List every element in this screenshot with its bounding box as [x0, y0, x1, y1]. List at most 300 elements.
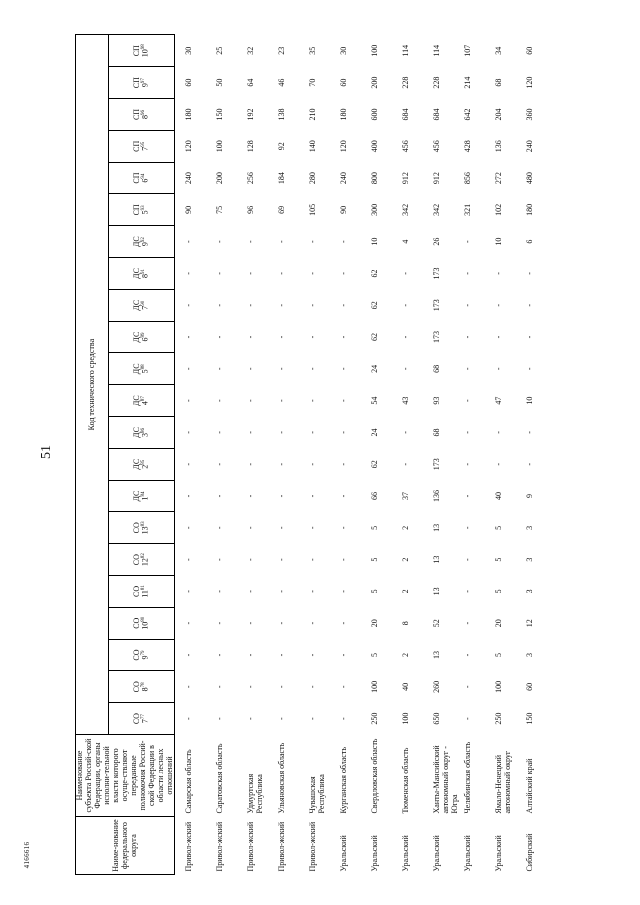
- value-cell: -: [277, 558, 287, 561]
- value-cell: 96: [246, 205, 256, 214]
- value-cell: -: [339, 240, 349, 243]
- value-cell: 62: [370, 333, 380, 342]
- code-number: 8: [141, 114, 151, 119]
- code-header-16: [109, 226, 175, 258]
- value-cell: -: [494, 335, 504, 339]
- value-cell: 47: [494, 396, 504, 405]
- value-cell: 4: [401, 239, 411, 244]
- district-cell: Привол-жский: [184, 821, 194, 872]
- value-cell: -: [246, 685, 256, 689]
- value-cell: 34: [494, 46, 504, 55]
- district-cell: Сибирский: [525, 833, 535, 872]
- subject-cell: Челябинская область: [463, 741, 473, 814]
- value-cell: 180: [339, 108, 349, 121]
- value-cell: 642: [463, 108, 473, 121]
- code-superscript: 91: [141, 268, 147, 274]
- value-cell: 456: [401, 140, 411, 153]
- value-cell: -: [339, 558, 349, 561]
- value-cell: -: [246, 335, 256, 339]
- value-cell: -: [215, 526, 225, 530]
- value-cell: -: [463, 558, 473, 561]
- table-row: [305, 35, 336, 875]
- value-cell: 684: [401, 108, 411, 121]
- value-cell: -: [339, 590, 349, 593]
- value-cell: -: [246, 240, 256, 243]
- code-prefix: СО: [131, 522, 141, 534]
- value-cell: 75: [215, 205, 225, 214]
- code-superscript: 86: [141, 427, 147, 433]
- value-cell: -: [184, 335, 194, 339]
- value-cell: 342: [401, 203, 411, 216]
- code-superscript: 81: [141, 585, 147, 591]
- code-prefix: ДС: [131, 299, 141, 311]
- value-cell: 228: [432, 76, 442, 89]
- value-cell: -: [246, 558, 256, 561]
- value-cell: 272: [494, 172, 504, 185]
- code-number: 1: [141, 496, 151, 501]
- district-cell: Уральский: [432, 835, 442, 872]
- value-cell: -: [494, 431, 504, 434]
- value-cell: -: [401, 367, 411, 371]
- value-cell: 214: [463, 76, 473, 89]
- code-header-5: [109, 576, 175, 608]
- code-prefix: ДС: [131, 236, 141, 248]
- value-cell: 60: [184, 78, 194, 87]
- value-cell: -: [401, 303, 411, 307]
- code-superscript: 84: [141, 491, 147, 497]
- value-cell: -: [463, 303, 473, 307]
- code-prefix: СП: [131, 108, 141, 121]
- table-row: [398, 35, 429, 875]
- code-superscript: 85: [141, 459, 147, 465]
- value-cell: 140: [308, 140, 318, 153]
- district-cell: Привол-жский: [215, 821, 225, 872]
- value-cell: 30: [184, 46, 194, 55]
- subject-cell: Саратовская область: [215, 743, 225, 814]
- value-cell: -: [525, 431, 535, 434]
- value-cell: 10: [370, 237, 380, 246]
- value-cell: -: [308, 621, 318, 625]
- value-cell: -: [246, 526, 256, 530]
- table-row: [243, 35, 274, 875]
- value-cell: -: [339, 431, 349, 434]
- value-cell: -: [215, 653, 225, 657]
- code-superscript: 77: [141, 714, 147, 720]
- value-cell: -: [308, 303, 318, 307]
- code-header-15: [109, 258, 175, 290]
- value-cell: -: [308, 685, 318, 689]
- value-cell: -: [277, 272, 287, 275]
- code-header-6: [109, 544, 175, 576]
- value-cell: -: [184, 653, 194, 657]
- value-cell: 136: [494, 140, 504, 153]
- subject-cell: Ямало-Ненецкий автономный округ: [494, 750, 513, 814]
- value-cell: -: [463, 272, 473, 275]
- code-prefix: ДС: [131, 395, 141, 407]
- value-cell: 6: [525, 239, 535, 244]
- code-header-2: [109, 671, 175, 703]
- code-number: 7: [141, 719, 151, 724]
- value-cell: -: [308, 272, 318, 275]
- value-cell: -: [339, 685, 349, 689]
- value-cell: -: [215, 367, 225, 371]
- code-number: 11: [141, 590, 151, 598]
- value-cell: -: [463, 431, 473, 434]
- value-cell: -: [308, 462, 318, 466]
- value-cell: 12: [525, 619, 535, 628]
- code-superscript: 96: [141, 109, 147, 115]
- district-cell: Уральский: [339, 835, 349, 872]
- code-prefix: ДС: [131, 268, 141, 279]
- value-cell: 600: [370, 108, 380, 121]
- subject-cell: Алтайский край: [525, 758, 535, 814]
- value-cell: 180: [184, 108, 194, 121]
- code-number: 3: [141, 432, 151, 437]
- value-cell: -: [215, 494, 225, 498]
- code-prefix: СО: [131, 554, 141, 566]
- value-cell: -: [463, 621, 473, 625]
- value-cell: 138: [277, 108, 287, 121]
- value-cell: -: [215, 590, 225, 593]
- value-cell: 23: [277, 46, 287, 55]
- value-cell: 68: [494, 78, 504, 87]
- value-cell: -: [277, 399, 287, 402]
- value-cell: 5: [370, 589, 380, 594]
- value-cell: -: [215, 240, 225, 243]
- value-cell: -: [308, 717, 318, 720]
- code-number: 10: [141, 621, 151, 630]
- value-cell: 5: [370, 557, 380, 562]
- value-cell: 100: [370, 680, 380, 693]
- value-cell: -: [308, 367, 318, 371]
- table-body: [175, 35, 554, 875]
- code-header-19: [109, 130, 175, 162]
- value-cell: 68: [432, 428, 442, 437]
- value-cell: 240: [184, 172, 194, 185]
- value-cell: -: [308, 399, 318, 402]
- value-cell: 120: [184, 140, 194, 153]
- code-number: 9: [141, 83, 151, 88]
- value-cell: -: [215, 399, 225, 402]
- value-cell: 107: [463, 44, 473, 57]
- code-prefix: СП: [131, 140, 141, 152]
- value-cell: -: [277, 367, 287, 371]
- value-cell: 173: [432, 331, 442, 344]
- code-number: 5: [141, 210, 151, 215]
- code-header-1: [109, 703, 175, 735]
- value-cell: 5: [370, 525, 380, 530]
- district-cell: Привол-жский: [246, 821, 256, 872]
- value-cell: 100: [401, 712, 411, 725]
- code-number: 9: [141, 242, 151, 247]
- district-cell: Привол-жский: [308, 821, 318, 872]
- value-cell: -: [525, 367, 535, 371]
- value-cell: -: [308, 558, 318, 561]
- code-number: 8: [141, 273, 151, 278]
- value-cell: 180: [525, 203, 535, 216]
- subject-cell: Удмуртская Республика: [246, 773, 265, 814]
- value-cell: -: [308, 494, 318, 498]
- value-cell: -: [215, 462, 225, 466]
- value-cell: -: [215, 431, 225, 434]
- value-cell: -: [308, 590, 318, 593]
- value-cell: 200: [370, 76, 380, 89]
- value-cell: 13: [432, 587, 442, 596]
- value-cell: 5: [494, 525, 504, 530]
- value-cell: 456: [432, 140, 442, 153]
- value-cell: 46: [277, 78, 287, 87]
- value-cell: 114: [401, 44, 411, 57]
- value-cell: -: [246, 462, 256, 466]
- value-cell: -: [215, 717, 225, 720]
- code-number: 9: [141, 655, 151, 660]
- table-row: [336, 35, 367, 875]
- value-cell: 240: [339, 172, 349, 185]
- code-superscript: 93: [141, 205, 147, 211]
- code-header-20: [109, 99, 175, 131]
- value-cell: 240: [525, 140, 535, 153]
- value-cell: -: [308, 240, 318, 243]
- value-cell: 9: [525, 494, 535, 499]
- subject-cell: Свердловская область: [370, 738, 380, 814]
- code-header-18: [109, 162, 175, 194]
- value-cell: -: [184, 717, 194, 720]
- value-cell: 428: [463, 140, 473, 153]
- value-cell: -: [339, 367, 349, 371]
- value-cell: 173: [432, 267, 442, 280]
- value-cell: -: [401, 335, 411, 339]
- code-number: 7: [141, 305, 151, 310]
- value-cell: 256: [246, 172, 256, 185]
- value-cell: -: [339, 462, 349, 466]
- value-cell: 43: [401, 396, 411, 405]
- table-row: [460, 35, 491, 875]
- code-header-22: [109, 35, 175, 67]
- value-cell: -: [463, 494, 473, 498]
- value-cell: -: [184, 272, 194, 275]
- value-cell: -: [339, 335, 349, 339]
- value-cell: 3: [525, 653, 535, 658]
- value-cell: 128: [246, 140, 256, 153]
- subject-cell: Тюменская область: [401, 747, 411, 814]
- value-cell: 13: [432, 651, 442, 660]
- value-cell: 684: [432, 108, 442, 121]
- district-cell: Уральский: [494, 835, 504, 872]
- code-number: 13: [141, 526, 151, 535]
- value-cell: -: [246, 303, 256, 307]
- value-cell: 100: [370, 44, 380, 57]
- value-cell: 68: [432, 364, 442, 373]
- value-cell: -: [277, 494, 287, 498]
- value-cell: 856: [463, 172, 473, 185]
- value-cell: 24: [370, 364, 380, 373]
- code-prefix: СП: [131, 204, 141, 216]
- subject-cell: Курганская область: [339, 746, 349, 814]
- value-cell: 150: [525, 712, 535, 725]
- table-row: [175, 35, 213, 875]
- code-header-10: [109, 417, 175, 449]
- value-cell: -: [308, 526, 318, 530]
- code-prefix: ДС: [131, 458, 141, 470]
- value-cell: -: [494, 367, 504, 371]
- value-cell: 800: [370, 172, 380, 185]
- code-number: 10: [141, 49, 151, 58]
- value-cell: -: [494, 303, 504, 307]
- value-cell: 3: [525, 557, 535, 562]
- value-cell: 8: [401, 621, 411, 626]
- district-cell: Уральский: [401, 835, 411, 872]
- value-cell: 25: [215, 46, 225, 55]
- value-cell: 50: [215, 78, 225, 87]
- code-superscript: 89: [141, 332, 147, 338]
- code-prefix: ДС: [131, 331, 141, 343]
- value-cell: -: [215, 272, 225, 275]
- value-cell: -: [277, 653, 287, 657]
- value-cell: 54: [370, 396, 380, 405]
- value-cell: -: [246, 367, 256, 371]
- district-column-header: Наиме-нование федерального округа: [76, 817, 175, 875]
- code-number: 6: [141, 337, 151, 342]
- value-cell: 650: [432, 712, 442, 725]
- value-cell: 2: [401, 525, 411, 530]
- code-prefix: СП: [131, 172, 141, 184]
- value-cell: -: [184, 590, 194, 593]
- value-cell: -: [246, 653, 256, 657]
- table-row: [212, 35, 243, 875]
- code-superscript: 80: [141, 616, 147, 622]
- value-cell: -: [463, 335, 473, 339]
- subject-cell: Самарская область: [184, 749, 194, 814]
- code-number: 2: [141, 464, 151, 469]
- value-cell: -: [308, 653, 318, 657]
- value-cell: 210: [308, 108, 318, 121]
- value-cell: 192: [246, 108, 256, 121]
- value-cell: -: [463, 399, 473, 402]
- value-cell: -: [277, 717, 287, 720]
- code-superscript: 82: [141, 553, 147, 559]
- value-cell: 360: [525, 108, 535, 121]
- value-cell: -: [463, 717, 473, 720]
- value-cell: -: [308, 335, 318, 339]
- value-cell: 70: [308, 78, 318, 87]
- code-prefix: ДС: [131, 363, 141, 375]
- value-cell: -: [339, 526, 349, 530]
- value-cell: 92: [277, 142, 287, 151]
- code-number: 7: [141, 146, 151, 151]
- code-prefix: СО: [131, 713, 141, 725]
- table-row: [491, 35, 522, 875]
- value-cell: -: [308, 431, 318, 434]
- value-cell: 20: [494, 619, 504, 628]
- rotated-table-container: [75, 35, 612, 875]
- value-cell: -: [246, 431, 256, 434]
- value-cell: -: [339, 717, 349, 720]
- value-cell: 2: [401, 589, 411, 594]
- value-cell: -: [215, 303, 225, 307]
- value-cell: -: [339, 303, 349, 307]
- code-header-8: [109, 480, 175, 512]
- code-header-9: [109, 448, 175, 480]
- value-cell: 5: [494, 557, 504, 562]
- value-cell: 250: [370, 712, 380, 725]
- value-cell: 150: [215, 108, 225, 121]
- code-header-7: [109, 512, 175, 544]
- value-cell: -: [463, 685, 473, 689]
- value-cell: -: [277, 526, 287, 530]
- value-cell: 321: [463, 203, 473, 216]
- code-number: 6: [141, 178, 151, 183]
- value-cell: -: [525, 335, 535, 339]
- value-cell: 37: [401, 492, 411, 501]
- value-cell: 90: [339, 205, 349, 214]
- value-cell: 200: [215, 172, 225, 185]
- district-cell: Привол-жский: [277, 821, 287, 872]
- value-cell: -: [463, 590, 473, 593]
- value-cell: -: [463, 462, 473, 466]
- value-cell: 62: [370, 269, 380, 278]
- value-cell: -: [339, 494, 349, 498]
- code-superscript: 95: [141, 141, 147, 147]
- table-header: [76, 35, 175, 875]
- value-cell: -: [184, 367, 194, 371]
- value-cell: -: [525, 272, 535, 275]
- value-cell: 120: [339, 140, 349, 153]
- value-cell: -: [184, 685, 194, 689]
- value-cell: 26: [432, 237, 442, 246]
- value-cell: 32: [246, 46, 256, 55]
- code-prefix: СО: [131, 649, 141, 661]
- table-row: [367, 35, 398, 875]
- value-cell: -: [277, 303, 287, 307]
- value-cell: -: [184, 558, 194, 561]
- value-cell: 114: [432, 44, 442, 57]
- value-cell: -: [277, 621, 287, 625]
- value-cell: -: [215, 621, 225, 625]
- value-cell: 69: [277, 205, 287, 214]
- value-cell: 5: [370, 653, 380, 658]
- value-cell: -: [339, 653, 349, 657]
- value-cell: 35: [308, 46, 318, 55]
- value-cell: -: [494, 272, 504, 275]
- value-cell: 10: [494, 237, 504, 246]
- code-header-13: [109, 321, 175, 353]
- value-cell: -: [401, 431, 411, 434]
- value-cell: 52: [432, 619, 442, 628]
- code-prefix: СО: [131, 681, 141, 693]
- code-superscript: 90: [141, 300, 147, 306]
- code-superscript: 78: [141, 682, 147, 688]
- value-cell: 136: [432, 490, 442, 503]
- value-cell: -: [246, 399, 256, 402]
- value-cell: 250: [494, 712, 504, 725]
- value-cell: 60: [525, 682, 535, 691]
- value-cell: 60: [339, 78, 349, 87]
- value-cell: 912: [401, 172, 411, 185]
- value-cell: 20: [370, 619, 380, 628]
- code-prefix: СО: [131, 617, 141, 629]
- value-cell: 228: [401, 76, 411, 89]
- code-superscript: 83: [141, 521, 147, 527]
- value-cell: 64: [246, 78, 256, 87]
- code-header-11: [109, 385, 175, 417]
- code-header-21: [109, 67, 175, 99]
- code-number: 8: [141, 687, 151, 692]
- value-cell: 5: [494, 589, 504, 594]
- value-cell: -: [339, 272, 349, 275]
- value-cell: 66: [370, 492, 380, 501]
- value-cell: -: [463, 367, 473, 371]
- page-number: 51: [39, 445, 54, 459]
